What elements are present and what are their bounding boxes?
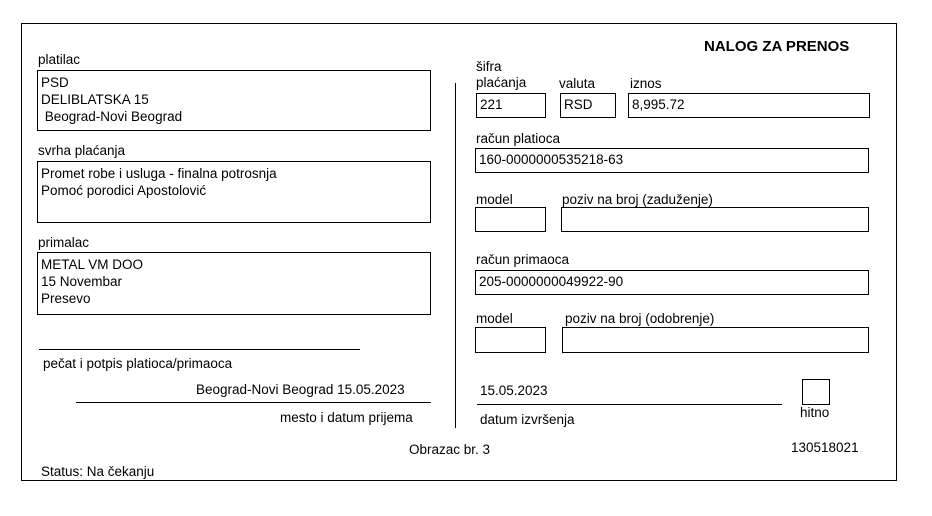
place-date-label: mesto i datum prijema [280, 410, 413, 425]
urgent-label: hitno [800, 405, 830, 420]
currency-field[interactable] [560, 93, 616, 118]
currency-value: RSD [564, 97, 593, 112]
amount-field[interactable] [628, 93, 870, 118]
payer-account-value: 160-0000000535218-63 [479, 152, 624, 167]
purpose-label: svrha plaćanja [38, 143, 126, 158]
payment-code-value: 221 [480, 97, 503, 112]
execution-date-value: 15.05.2023 [480, 383, 548, 398]
currency-label: valuta [559, 76, 596, 91]
execution-date-label: datum izvršenja [480, 412, 575, 427]
payment-code-label-line: šifra [476, 59, 502, 74]
purpose-field[interactable] [37, 161, 431, 223]
payer-account-label: račun platioca [476, 131, 561, 146]
recipient-account-label: račun primaoca [476, 252, 570, 267]
debit-reference-label: poziv na broj (zaduženje) [562, 192, 713, 207]
payer-field[interactable] [37, 70, 431, 131]
signature-line [39, 349, 360, 350]
credit-reference-field[interactable] [562, 327, 869, 353]
recipient-account-field[interactable] [475, 270, 869, 295]
column-divider [455, 83, 456, 428]
place-date-line [76, 402, 431, 403]
payer-line: Beograd-Novi Beograd [41, 109, 183, 124]
status-text: Status: Na čekanju [41, 464, 155, 479]
payment-code-label [476, 59, 526, 91]
credit-model-field[interactable] [475, 327, 546, 353]
purpose-line: Pomoć porodici Apostolović [41, 183, 207, 198]
payment-code-label-line: plaćanja [476, 75, 527, 90]
payer-account-field[interactable] [475, 148, 869, 173]
credit-reference-label: poziv na broj (odobrenje) [565, 311, 715, 326]
debit-reference-field[interactable] [561, 207, 869, 232]
document-number: 130518021 [791, 440, 859, 455]
payer-label: platilac [38, 52, 81, 67]
debit-model-field[interactable] [475, 207, 546, 232]
recipient-line: Presevo [41, 291, 91, 306]
debit-model-label: model [476, 192, 513, 207]
purpose-line: Promet robe i usluga - finalna potrosnja [41, 166, 277, 181]
recipient-account-value: 205-0000000049922-90 [479, 274, 624, 289]
form-number: Obrazac br. 3 [409, 442, 491, 457]
urgent-checkbox[interactable] [802, 379, 830, 405]
credit-model-label: model [476, 311, 513, 326]
payer-line: PSD [41, 75, 69, 90]
payment-code-field[interactable] [476, 93, 546, 118]
place-date-value: Beograd-Novi Beograd 15.05.2023 [196, 382, 405, 397]
form-title: NALOG ZA PRENOS [704, 38, 850, 55]
recipient-field[interactable] [37, 252, 431, 315]
recipient-line: 15 Novembar [41, 274, 123, 289]
recipient-label: primalac [38, 235, 90, 250]
payer-line: DELIBLATSKA 15 [41, 92, 149, 107]
amount-value: 8,995.72 [632, 97, 685, 112]
recipient-line: METAL VM DOO [41, 257, 144, 272]
execution-date-line [477, 404, 782, 405]
amount-label: iznos [630, 76, 662, 91]
signature-label: pečat i potpis platioca/primaoca [43, 356, 233, 371]
